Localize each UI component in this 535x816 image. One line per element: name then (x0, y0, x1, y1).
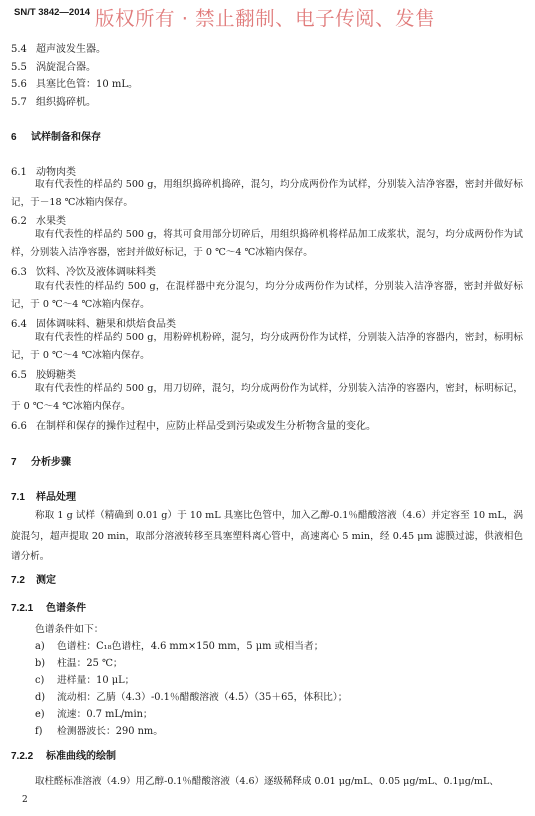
apparatus-item-5-7 (11, 93, 96, 108)
subsection-title: 测定 (36, 575, 56, 586)
subsection-title: 水果类 (36, 216, 66, 227)
condition-item (35, 655, 123, 669)
condition-label: c) (35, 675, 45, 686)
subsection-6-3-heading (11, 263, 156, 278)
subsection-number: 6.1 (11, 167, 27, 178)
subsection-6-6 (11, 417, 376, 432)
subsection-title: 动物肉类 (36, 167, 76, 178)
subsection-title: 色谱条件 (46, 603, 86, 614)
apparatus-item-5-4 (11, 40, 106, 55)
subsection-number: 6.6 (11, 421, 27, 432)
subsection-number: 6.2 (11, 216, 27, 227)
subsection-number: 7.1 (11, 492, 25, 503)
subsection-7-1-body: 称取 1 g 试样（精确到 0.01 g）于 10 mL 具塞比色管中，加入乙醇-0.1％醋酸溶液（4.6）并定容至 10 mL，涡旋混匀，超声提取 20 min，取部分溶液转移至具塞塑料离心管中，高速离心 5 min，经 0.45 μm 滤膜过滤，供液相色谱分析。 (11, 510, 523, 562)
condition-text: 色谱柱：C₁₈色谱柱，4.6 mm×150 mm，5 μm 或相当者； (57, 641, 324, 652)
subsection-title: 样品处理 (36, 492, 76, 503)
condition-item (35, 689, 348, 703)
subsection-number: 6.3 (11, 267, 27, 278)
subsection-number: 6.4 (11, 319, 27, 330)
condition-item (35, 723, 163, 737)
subsection-number: 7.2.1 (11, 603, 34, 614)
subsection-7-1-heading (11, 488, 76, 503)
subsection-6-5-body: 取有代表性的样品约 500 g，用刀切碎，混匀，均分成两份作为试样，分别装入洁净的容器内，密封，标明标记，于 0 ℃～4 ℃冰箱内保存。 (11, 383, 523, 412)
subsection-number: 7.2 (11, 575, 25, 586)
subsection-7-2-1-heading (11, 599, 86, 614)
subsection-7-2-2-heading (11, 747, 116, 762)
section-number: 7 (11, 457, 17, 468)
condition-text: 柱温：25 ℃； (57, 658, 123, 669)
subsection-title: 胶姆糖类 (36, 370, 76, 381)
subsection-text: 在制样和保存的操作过程中，应防止样品受到污染或发生分析物含量的变化。 (36, 421, 376, 432)
section-6-heading (11, 128, 101, 143)
calibration-text: 取柱醛标准溶液（4.9）用乙醇-0.1％醋酸溶液（4.6）逐级稀释成 0.01 μg/mL、0.05 μg/mL、0.1μg/mL、 (35, 776, 499, 787)
section-title: 试样制备和保存 (31, 132, 101, 143)
condition-item (35, 706, 153, 720)
condition-label: e) (35, 709, 45, 720)
subsection-number: 7.2.2 (11, 751, 34, 762)
condition-item (35, 672, 134, 686)
subsection-6-1-body: 取有代表性的样品约 500 g，用组织捣碎机捣碎，混匀，均分成两份作为试样，分别装入洁净容器，密封并做好标记，于－18 ℃冰箱内保存。 (11, 179, 523, 208)
condition-label: b) (35, 658, 46, 669)
subsection-6-3-body: 取有代表性的样品约 500 g，在混样器中充分混匀，均分分成两份作为试样，分别装入洁净容器，密封并做好标记，于 0 ℃～4 ℃冰箱内保存。 (11, 281, 523, 310)
subsection-6-2-body: 取有代表性的样品约 500 g，将其可食用部分切碎后，用组织捣碎机将样品加工成浆状，混匀，均分成两份作为试样，分别装入洁净容器，密封并做好标记，于 0 ℃～4 ℃冰箱内保存。 (11, 229, 523, 258)
subsection-6-2-heading (11, 212, 66, 227)
section-7-heading (11, 453, 71, 468)
item-text: 具塞比色管：10 mL。 (36, 79, 139, 90)
item-number: 5.7 (11, 97, 27, 108)
section-title: 分析步骤 (31, 457, 71, 468)
subsection-6-4-heading (11, 315, 176, 330)
subsection-7-2-heading (11, 571, 56, 586)
subsection-number: 6.5 (11, 370, 27, 381)
condition-item (35, 638, 324, 652)
subsection-title: 饮料、冷饮及液体调味料类 (36, 267, 156, 278)
condition-text: 流动相：乙腈（4.3）-0.1％醋酸溶液（4.5）（35＋65，体积比）； (57, 692, 348, 703)
subsection-6-5-heading (11, 366, 76, 381)
page-number: 2 (22, 795, 28, 805)
item-number: 5.6 (11, 79, 27, 90)
item-text: 涡旋混合器。 (36, 62, 96, 73)
conditions-intro: 色谱条件如下： (35, 624, 104, 635)
subsection-title: 标准曲线的绘制 (46, 751, 116, 762)
item-text: 组织捣碎机。 (36, 97, 96, 108)
item-text: 超声波发生器。 (36, 44, 106, 55)
condition-label: f) (35, 726, 43, 737)
apparatus-item-5-6 (11, 75, 138, 90)
subsection-title: 固体调味料、糖果和烘焙食品类 (36, 319, 176, 330)
condition-label: a) (35, 641, 45, 652)
condition-text: 流速：0.7 mL/min； (57, 709, 153, 720)
condition-label: d) (35, 692, 46, 703)
standard-code: SN/T 3842—2014 (14, 7, 91, 18)
condition-text: 进样量：10 μL； (57, 675, 135, 686)
item-number: 5.4 (11, 44, 27, 55)
copyright-watermark: 版权所有 · 禁止翻制、电子传阅、发售 (95, 7, 436, 30)
condition-text: 检测器波长：290 nm。 (57, 726, 163, 737)
subsection-6-4-body: 取有代表性的样品约 500 g，用粉碎机粉碎，混匀，均分成两份作为试样，分别装入洁净的容器内，密封，标明标记，于 0 ℃～4 ℃冰箱内保存。 (11, 332, 523, 361)
apparatus-item-5-5 (11, 58, 96, 73)
item-number: 5.5 (11, 62, 27, 73)
section-number: 6 (11, 132, 17, 143)
